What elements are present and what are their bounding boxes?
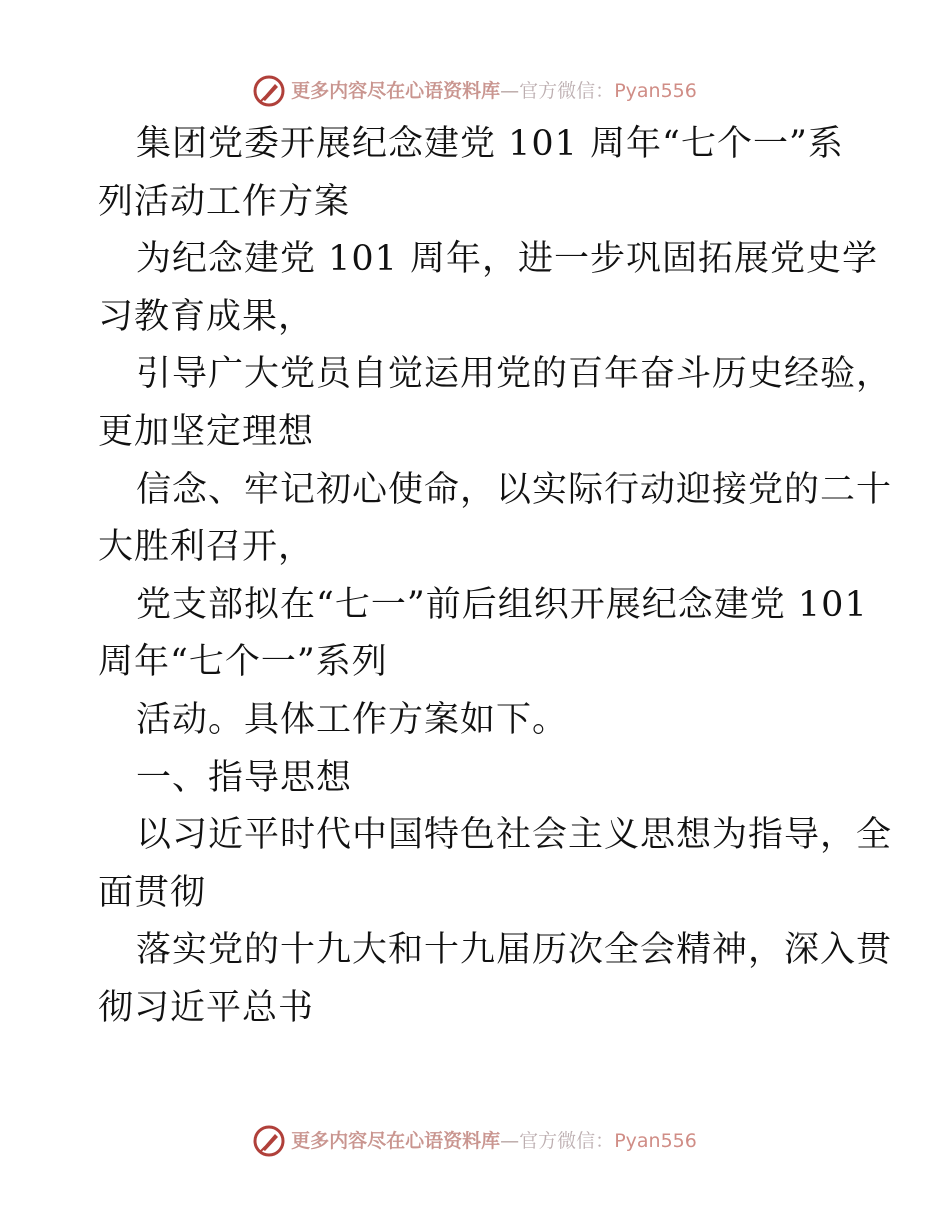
watermark-brand: 更多内容尽在心语资料库	[291, 79, 501, 102]
paragraph-line: 彻习近平总书	[98, 987, 315, 1028]
watermark-header	[0, 74, 950, 108]
watermark-text	[291, 1129, 697, 1152]
paragraph-line: 党支部拟在“七一”前后组织开展纪念建党 101	[136, 584, 868, 625]
watermark-wechat-id: Pyan556	[614, 1129, 697, 1152]
paragraph-line: 信念、牢记初心使命，以实际行动迎接党的二十	[136, 469, 893, 510]
watermark-brand: 更多内容尽在心语资料库	[291, 1129, 501, 1152]
watermark-dash: —	[500, 79, 520, 102]
watermark-footer	[0, 1124, 950, 1158]
paragraph-line: 大胜利召开，	[98, 527, 315, 568]
watermark-text	[291, 79, 697, 102]
paragraph-line: 落实党的十九大和十九届历次全会精神，深入贯	[136, 930, 893, 971]
paragraph-line: 一、指导思想	[136, 757, 353, 798]
watermark-official-label: 官方微信：	[519, 1129, 615, 1152]
paragraph-line: 为纪念建党 101 周年，进一步巩固拓展党史学	[136, 239, 879, 280]
paragraph-line: 列活动工作方案	[98, 181, 351, 222]
paragraph-line: 引导广大党员自觉运用党的百年奋斗历史经验，	[136, 354, 893, 395]
paragraph-line: 以习近平时代中国特色社会主义思想为指导，全	[136, 815, 893, 856]
watermark-official-label: 官方微信：	[519, 79, 615, 102]
paragraph-line: 更加坚定理想	[98, 411, 315, 452]
paragraph-line: 周年“七个一”系列	[98, 642, 388, 683]
paragraph-line: 习教育成果，	[98, 296, 315, 337]
quill-logo-icon	[253, 75, 285, 107]
paragraph-line: 集团党委开展纪念建党 101 周年“七个一”系	[136, 124, 844, 164]
paragraph-line: 面贯彻	[98, 872, 207, 913]
watermark-dash: —	[500, 1129, 520, 1152]
paragraph-line: 活动。具体工作方案如下。	[136, 699, 569, 740]
quill-logo-icon	[253, 1125, 285, 1157]
document-body	[98, 116, 893, 1038]
watermark-wechat-id: Pyan556	[614, 79, 697, 102]
